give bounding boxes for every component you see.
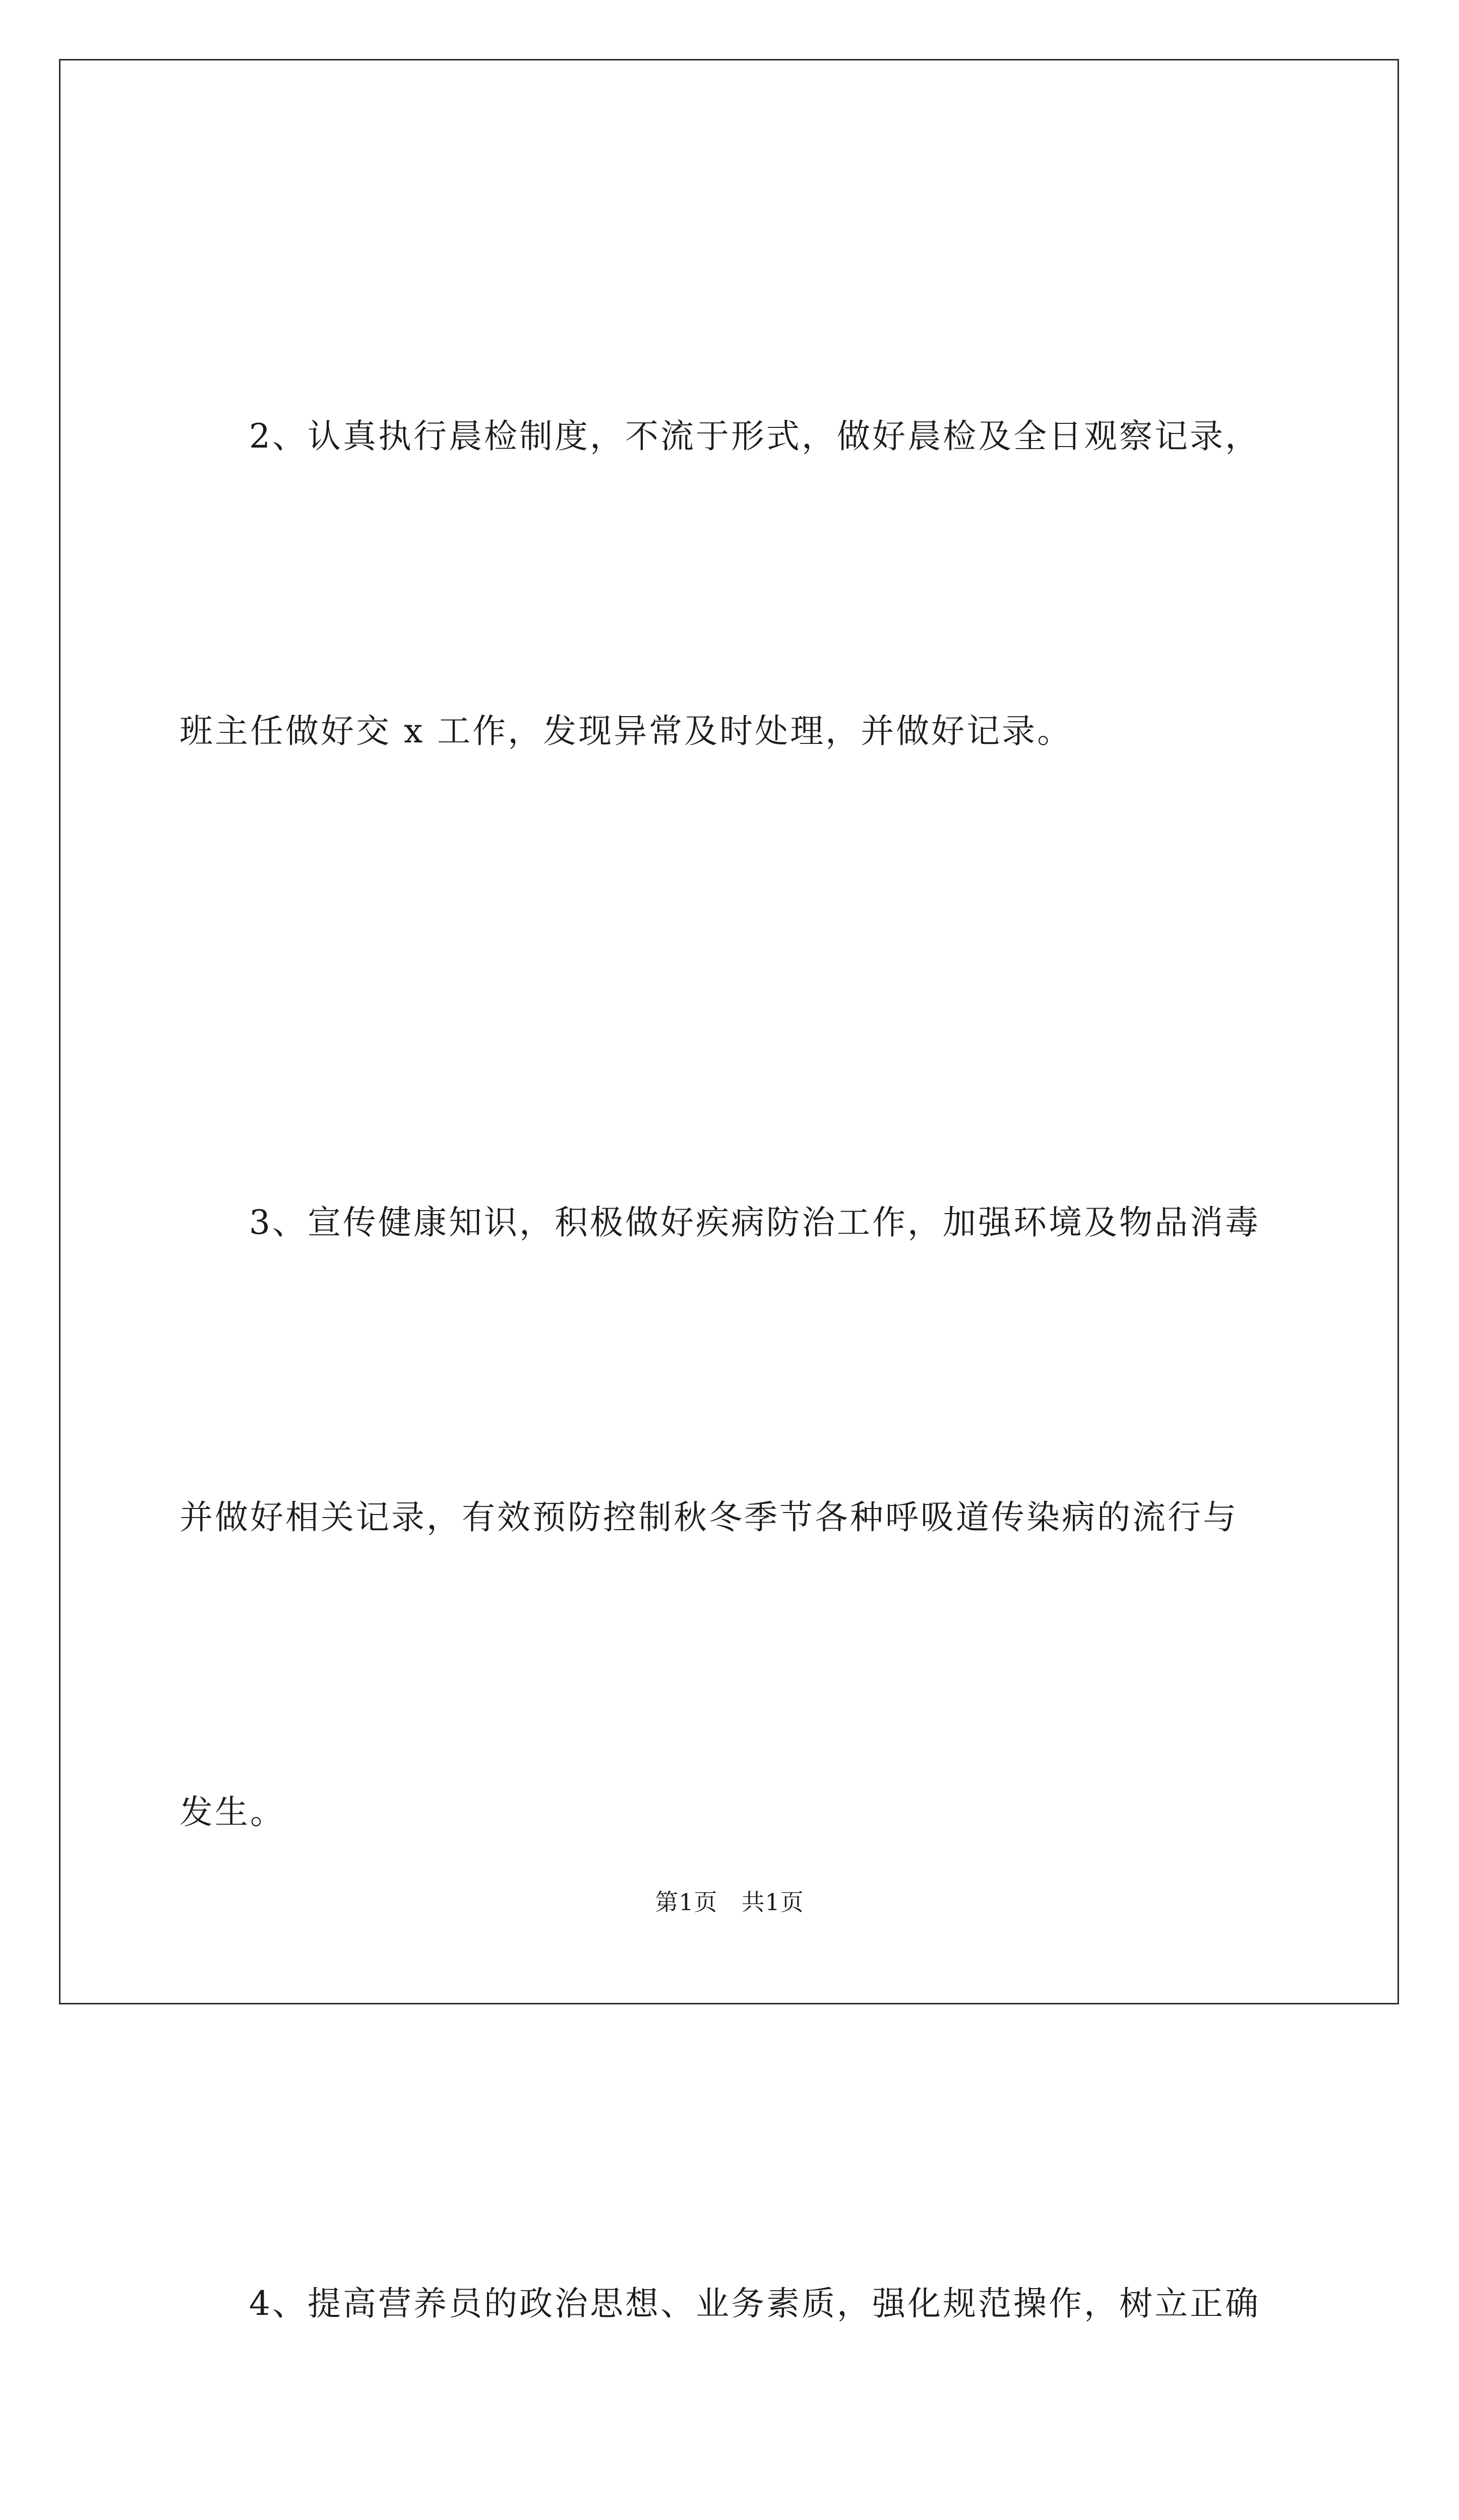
paragraph-line: 并做好相关记录，有效预防控制秋冬季节各种呼吸道传染病的流行与 [179, 1498, 1238, 1537]
document-body [179, 191, 1289, 2520]
page-footer: 第1页 共1页 [655, 1888, 804, 1916]
paragraph-line: 3、宣传健康知识，积极做好疾病防治工作，加强环境及物品消毒 [249, 1203, 1260, 1242]
paragraph-line: 2、认真执行晨检制度，不流于形式，做好晨检及全日观察记录， [249, 417, 1260, 456]
paragraph-item-4 [179, 2058, 1289, 2520]
paragraph-item-2 [179, 191, 1289, 977]
paragraph-line: 发生。 [179, 1793, 285, 1832]
paragraph-line: 4、提高营养员的政治思想、业务素质，强化规范操作，树立正确 [249, 2284, 1260, 2323]
paragraph-line: 班主任做好交 x 工作，发现异常及时处理，并做好记录。 [179, 712, 1073, 750]
